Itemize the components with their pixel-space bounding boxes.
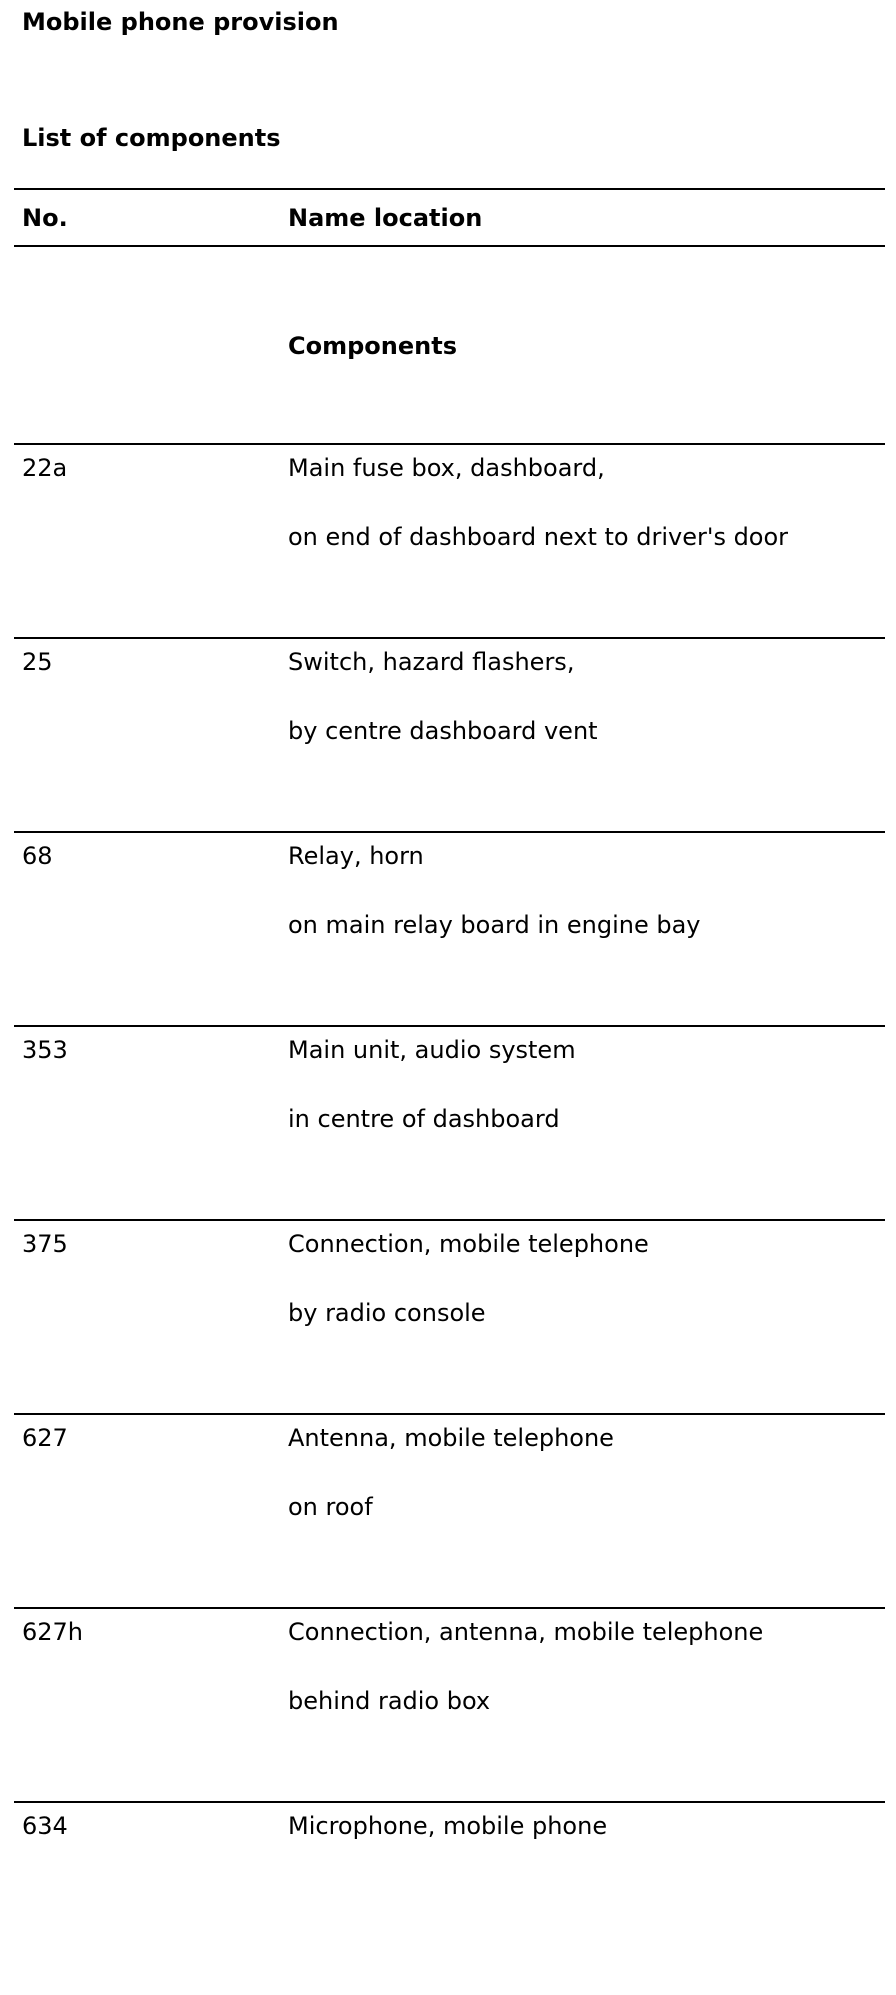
- components-label: Components: [288, 332, 457, 360]
- table-row: [0, 1025, 896, 1219]
- component-name: Relay, horn: [288, 842, 424, 870]
- table-row: [0, 443, 896, 637]
- row-divider: [14, 443, 885, 445]
- component-location: by centre dashboard vent: [288, 717, 598, 745]
- table-row: [0, 637, 896, 831]
- component-name: Antenna, mobile telephone: [288, 1424, 614, 1452]
- component-location: by radio console: [288, 1299, 486, 1327]
- component-number: 25: [22, 648, 53, 676]
- component-name: Main fuse box, dashboard,: [288, 454, 605, 482]
- row-divider: [14, 637, 885, 639]
- document-title: Mobile phone provision: [22, 8, 339, 36]
- component-name: Connection, mobile telephone: [288, 1230, 649, 1258]
- component-location: behind radio box: [288, 1687, 491, 1715]
- table-row: [0, 831, 896, 1025]
- row-divider: [14, 1801, 885, 1803]
- component-name: Microphone, mobile phone: [288, 1812, 608, 1840]
- component-location: on main relay board in engine bay: [288, 911, 701, 939]
- component-location: on roof: [288, 1493, 373, 1521]
- column-header-name-location: Name location: [288, 204, 483, 232]
- component-location: on end of dashboard next to driver's door: [288, 523, 789, 551]
- row-divider: [14, 1219, 885, 1221]
- table-row: [0, 1801, 896, 1995]
- component-location: in centre of dashboard: [288, 1105, 560, 1133]
- row-divider: [14, 1413, 885, 1415]
- component-number: 375: [22, 1230, 68, 1258]
- column-header-no: No.: [22, 204, 68, 232]
- section-heading: List of components: [22, 124, 281, 152]
- component-name: Connection, antenna, mobile telephone: [288, 1618, 764, 1646]
- table-header-rule: [14, 245, 885, 247]
- table-row: [0, 1219, 896, 1413]
- row-divider: [14, 831, 885, 833]
- component-number: 22a: [22, 454, 68, 482]
- table-row: [0, 1413, 896, 1607]
- table-top-rule: [14, 188, 885, 190]
- components-table: [0, 443, 896, 1995]
- component-number: 634: [22, 1812, 68, 1840]
- component-name: Switch, hazard flashers,: [288, 648, 575, 676]
- table-row: [0, 1607, 896, 1801]
- component-number: 627: [22, 1424, 68, 1452]
- row-divider: [14, 1025, 885, 1027]
- component-number: 68: [22, 842, 53, 870]
- component-name: Main unit, audio system: [288, 1036, 576, 1064]
- row-divider: [14, 1607, 885, 1609]
- component-number: 353: [22, 1036, 68, 1064]
- component-number: 627h: [22, 1618, 84, 1646]
